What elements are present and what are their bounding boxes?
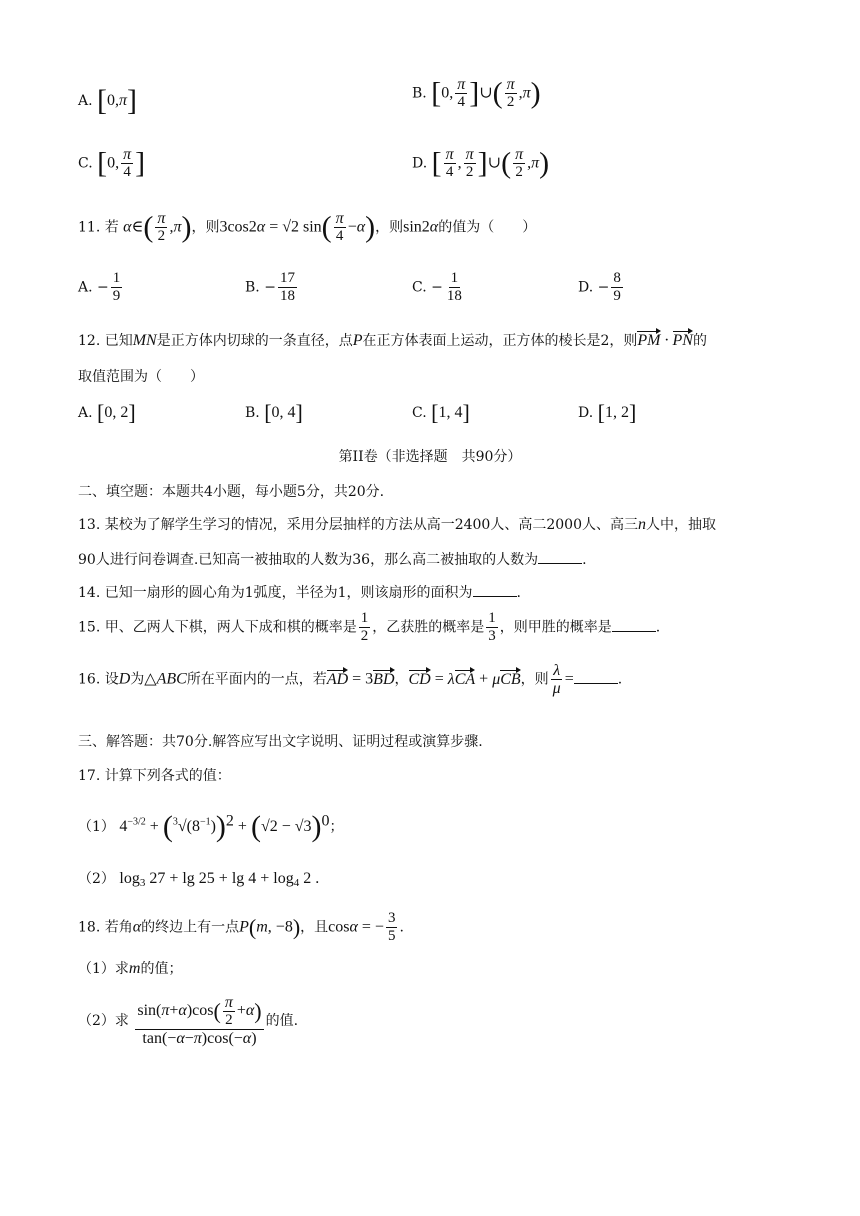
answer-blank <box>538 549 582 564</box>
q11-option-c: C. − $\frac{1}{18}$ <box>412 270 462 304</box>
q10-option-b: B. [0, $\frac{\pi}{4}$ ]∪( $\frac{\pi}{2}$ ,π) <box>412 76 541 110</box>
q10-option-c: C. [0, $\frac{\pi}{4}$ ] <box>78 146 146 180</box>
question-18: 18. 若角α的终边上有一点P(m, −8)，且cosα = − $\frac{3}{5}$ . <box>78 910 404 944</box>
q12-option-b: B. [0, 4] <box>245 400 303 425</box>
question-17-part1: （1） $4^{-3/2} + (^3√(8^{-1}))^2 + (√2 - √3)^0$； <box>78 810 344 843</box>
q12-option-d: D. [1, 2] <box>578 400 637 425</box>
question-14: 14. 已知一扇形的圆心角为1弧度，半径为1，则该扇形的面积为 . <box>78 582 521 602</box>
question-13-line1: 13. 某校为了解学生学习的情况，采用分层抽样的方法从高一2400人、高二2000人、高三n人中，抽取 <box>78 516 716 533</box>
part-3-heading: 三、解答题：共70分.解答应写出文字说明、证明过程或演算步骤. <box>78 734 483 750</box>
question-17-title: 17. 计算下列各式的值： <box>78 768 231 784</box>
answer-blank <box>574 669 618 684</box>
question-12-line1: 12. 已知MN是正方体内切球的一条直径，点P在正方体表面上运动，正方体的棱长是2，则PM · PN的 <box>78 332 707 349</box>
question-17-part2: （2） $\log_3 27 + \lg 25 + \lg 4 + \log_4 2$ . <box>78 870 320 889</box>
question-18-part2: （2）求 sin(π+α)cos( $\frac{\pi}{2}$ +α) tan(−α−π)cos(−α) 的值. <box>78 994 299 1047</box>
question-12-line2: 取值范围为（ ） <box>78 369 204 385</box>
question-16: 16. 设D为△ABC所在平面内的一点，若AD = 3BD，CD = λCA + μCB，则 $\frac{\lambda}{\mu}$ = . <box>78 662 623 697</box>
answer-blank <box>473 582 517 597</box>
q10-option-a: A. [0,π] <box>78 84 138 117</box>
q11-option-a: A. − $\frac{1}{9}$ <box>78 270 121 304</box>
question-15: 15. 甲、乙两人下棋，两人下成和棋的概率是 $\frac{1}{2}$ ，乙获胜的概率是 $\frac{1}{3}$ ，则甲胜的概率是 . <box>78 610 661 644</box>
q11-option-b: B. − $\frac{17}{18}$ <box>245 270 295 304</box>
q10-option-d: D. [ $\frac{\pi}{4}$ , $\frac{\pi}{2}$ ]∪( $\frac{\pi}{2}$ ,π) <box>412 146 550 180</box>
q12-option-c: C. [1, 4] <box>412 400 470 425</box>
question-13-line2: 90人进行问卷调查.已知高一被抽取的人数为36，那么高二被抽取的人数为 . <box>78 549 587 569</box>
part-2-heading: 二、填空题：本题共4小题，每小题5分，共20分. <box>78 484 385 500</box>
section-2-title: 第II卷（非选择题 共90分） <box>338 449 522 465</box>
question-18-part1: （1）求m的值； <box>78 960 183 977</box>
q11-option-d: D. − $\frac{8}{9}$ <box>578 270 621 304</box>
question-11: 11. 若 α∈( $\frac{\pi}{2}$ ,π)，则3cos2α = √2 sin( $\frac{\pi}{4}$ −α)，则sin2α的值为（ ） <box>78 210 537 244</box>
answer-blank <box>612 617 656 632</box>
q12-option-a: A. [0, 2] <box>78 400 136 425</box>
